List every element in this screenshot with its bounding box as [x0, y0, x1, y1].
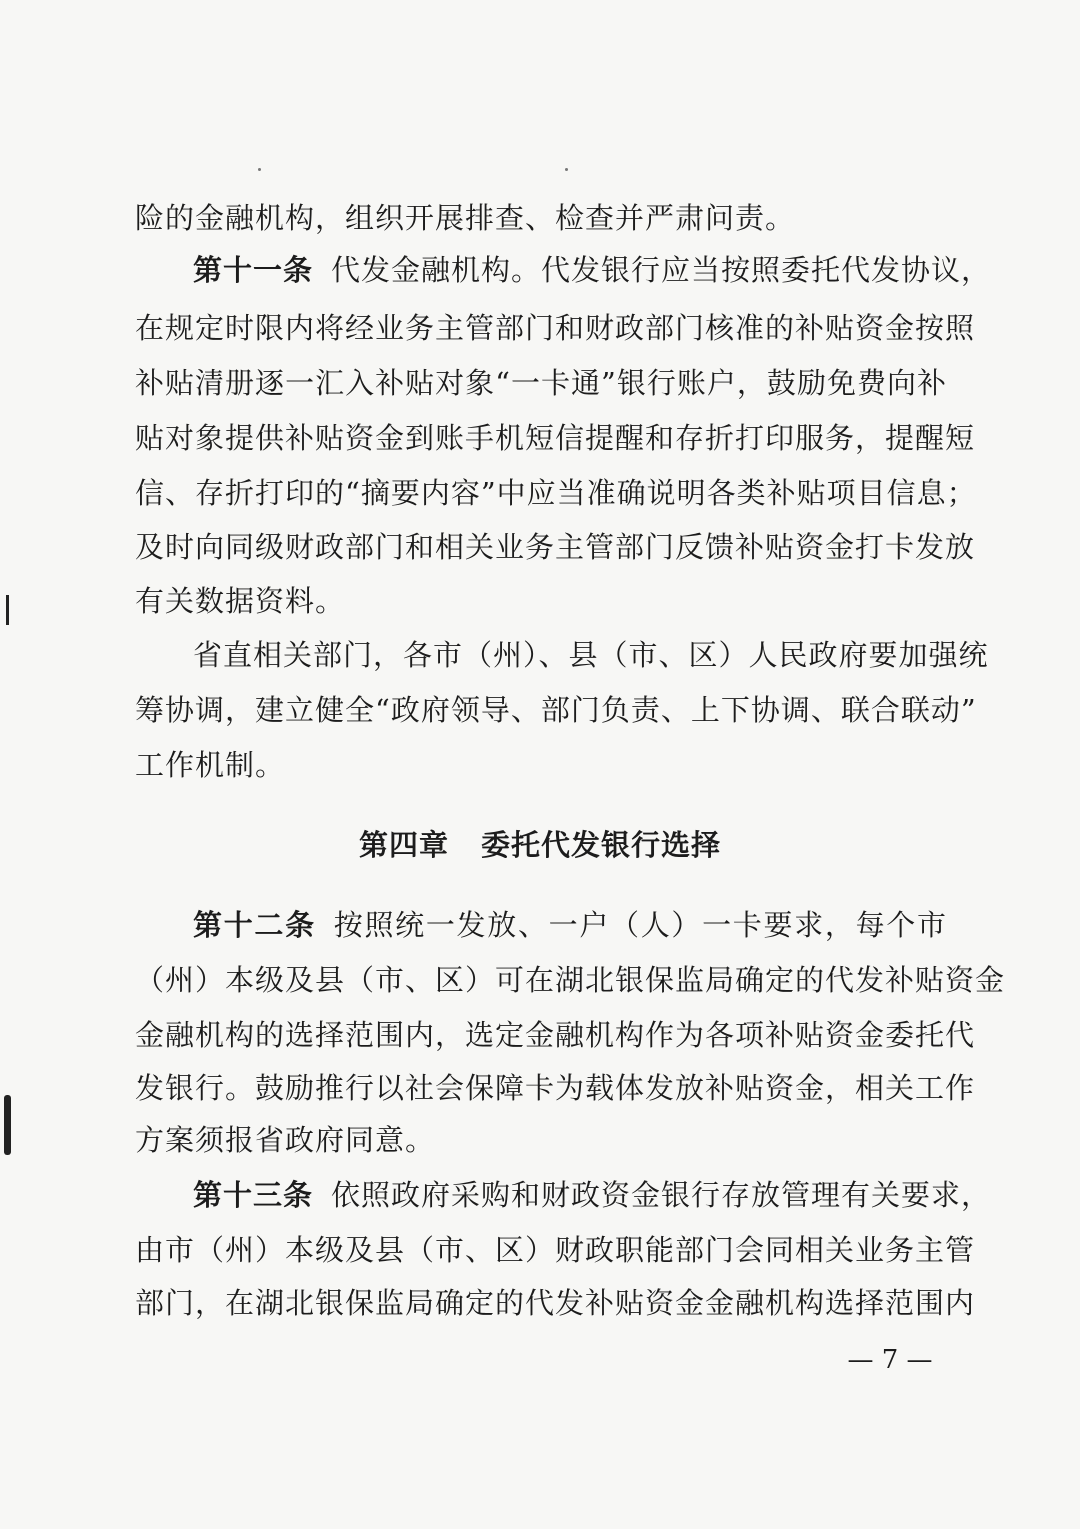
scan-edge-mark: [6, 595, 9, 625]
body-line: 金融机构的选择范围内，选定金融机构作为各项补贴资金委托代: [135, 1018, 976, 1052]
chapter-heading: [0, 820, 1080, 870]
scan-speck: [258, 168, 261, 171]
body-line: 部门，在湖北银保监局确定的代发补贴资金金融机构选择范围内: [135, 1286, 976, 1320]
body-line: 方案须报省政府同意。: [135, 1123, 436, 1157]
article-12-number: 第十二条: [193, 908, 316, 942]
article-13-first-line: [193, 1170, 992, 1220]
body-line: 及时向同级财政部门和相关业务主管部门反馈补贴资金打卡发放: [135, 530, 976, 564]
body-line: 省直相关部门，各市（州）、县（市、区）人民政府要加强统: [193, 638, 989, 672]
body-line: 补贴清册逐一汇入补贴对象“一卡通”银行账户，鼓励免费向补: [135, 366, 947, 400]
body-line: 在规定时限内将经业务主管部门和财政部门核准的补贴资金按照: [135, 311, 976, 345]
body-line: 险的金融机构，组织开展排查、检查并严肃问责。: [135, 201, 796, 235]
body-line: 筹协调，建立健全“政府领导、部门负责、上下协调、联合联动”: [135, 693, 977, 727]
body-line: 贴对象提供补贴资金到账手机短信提醒和存折打印服务，提醒短: [135, 421, 976, 455]
article-13-text: 依照政府采购和财政资金银行存放管理有关要求，: [331, 1178, 992, 1212]
article-11-number: 第十一条: [193, 253, 314, 287]
body-line: （州）本级及县（市、区）可在湖北银保监局确定的代发补贴资金: [135, 963, 1006, 997]
article-11-text: 代发金融机构。代发银行应当按照委托代发协议，: [331, 253, 992, 287]
scan-edge-mark: [4, 1095, 11, 1155]
scan-speck: [565, 168, 568, 171]
page-number: — 7 —: [847, 1345, 933, 1375]
body-line: 工作机制。: [135, 748, 286, 782]
article-12-first-line: [193, 900, 947, 950]
article-13-number: 第十三条: [193, 1178, 314, 1212]
body-line: 发银行。鼓励推行以社会保障卡为载体发放补贴资金，相关工作: [135, 1071, 976, 1105]
chapter-number: 第四章: [358, 828, 449, 862]
article-12-text: 按照统一发放、一户（人）一卡要求，每个市: [333, 908, 947, 942]
article-11-first-line: [193, 245, 992, 295]
body-line: 由市（州）本级及县（市、区）财政职能部门会同相关业务主管: [135, 1233, 976, 1267]
chapter-title: 委托代发银行选择: [481, 828, 722, 862]
body-line: 信、存折打印的“摘要内容”中应当准确说明各类补贴项目信息；: [135, 476, 977, 510]
body-line: 有关数据资料。: [135, 584, 346, 618]
